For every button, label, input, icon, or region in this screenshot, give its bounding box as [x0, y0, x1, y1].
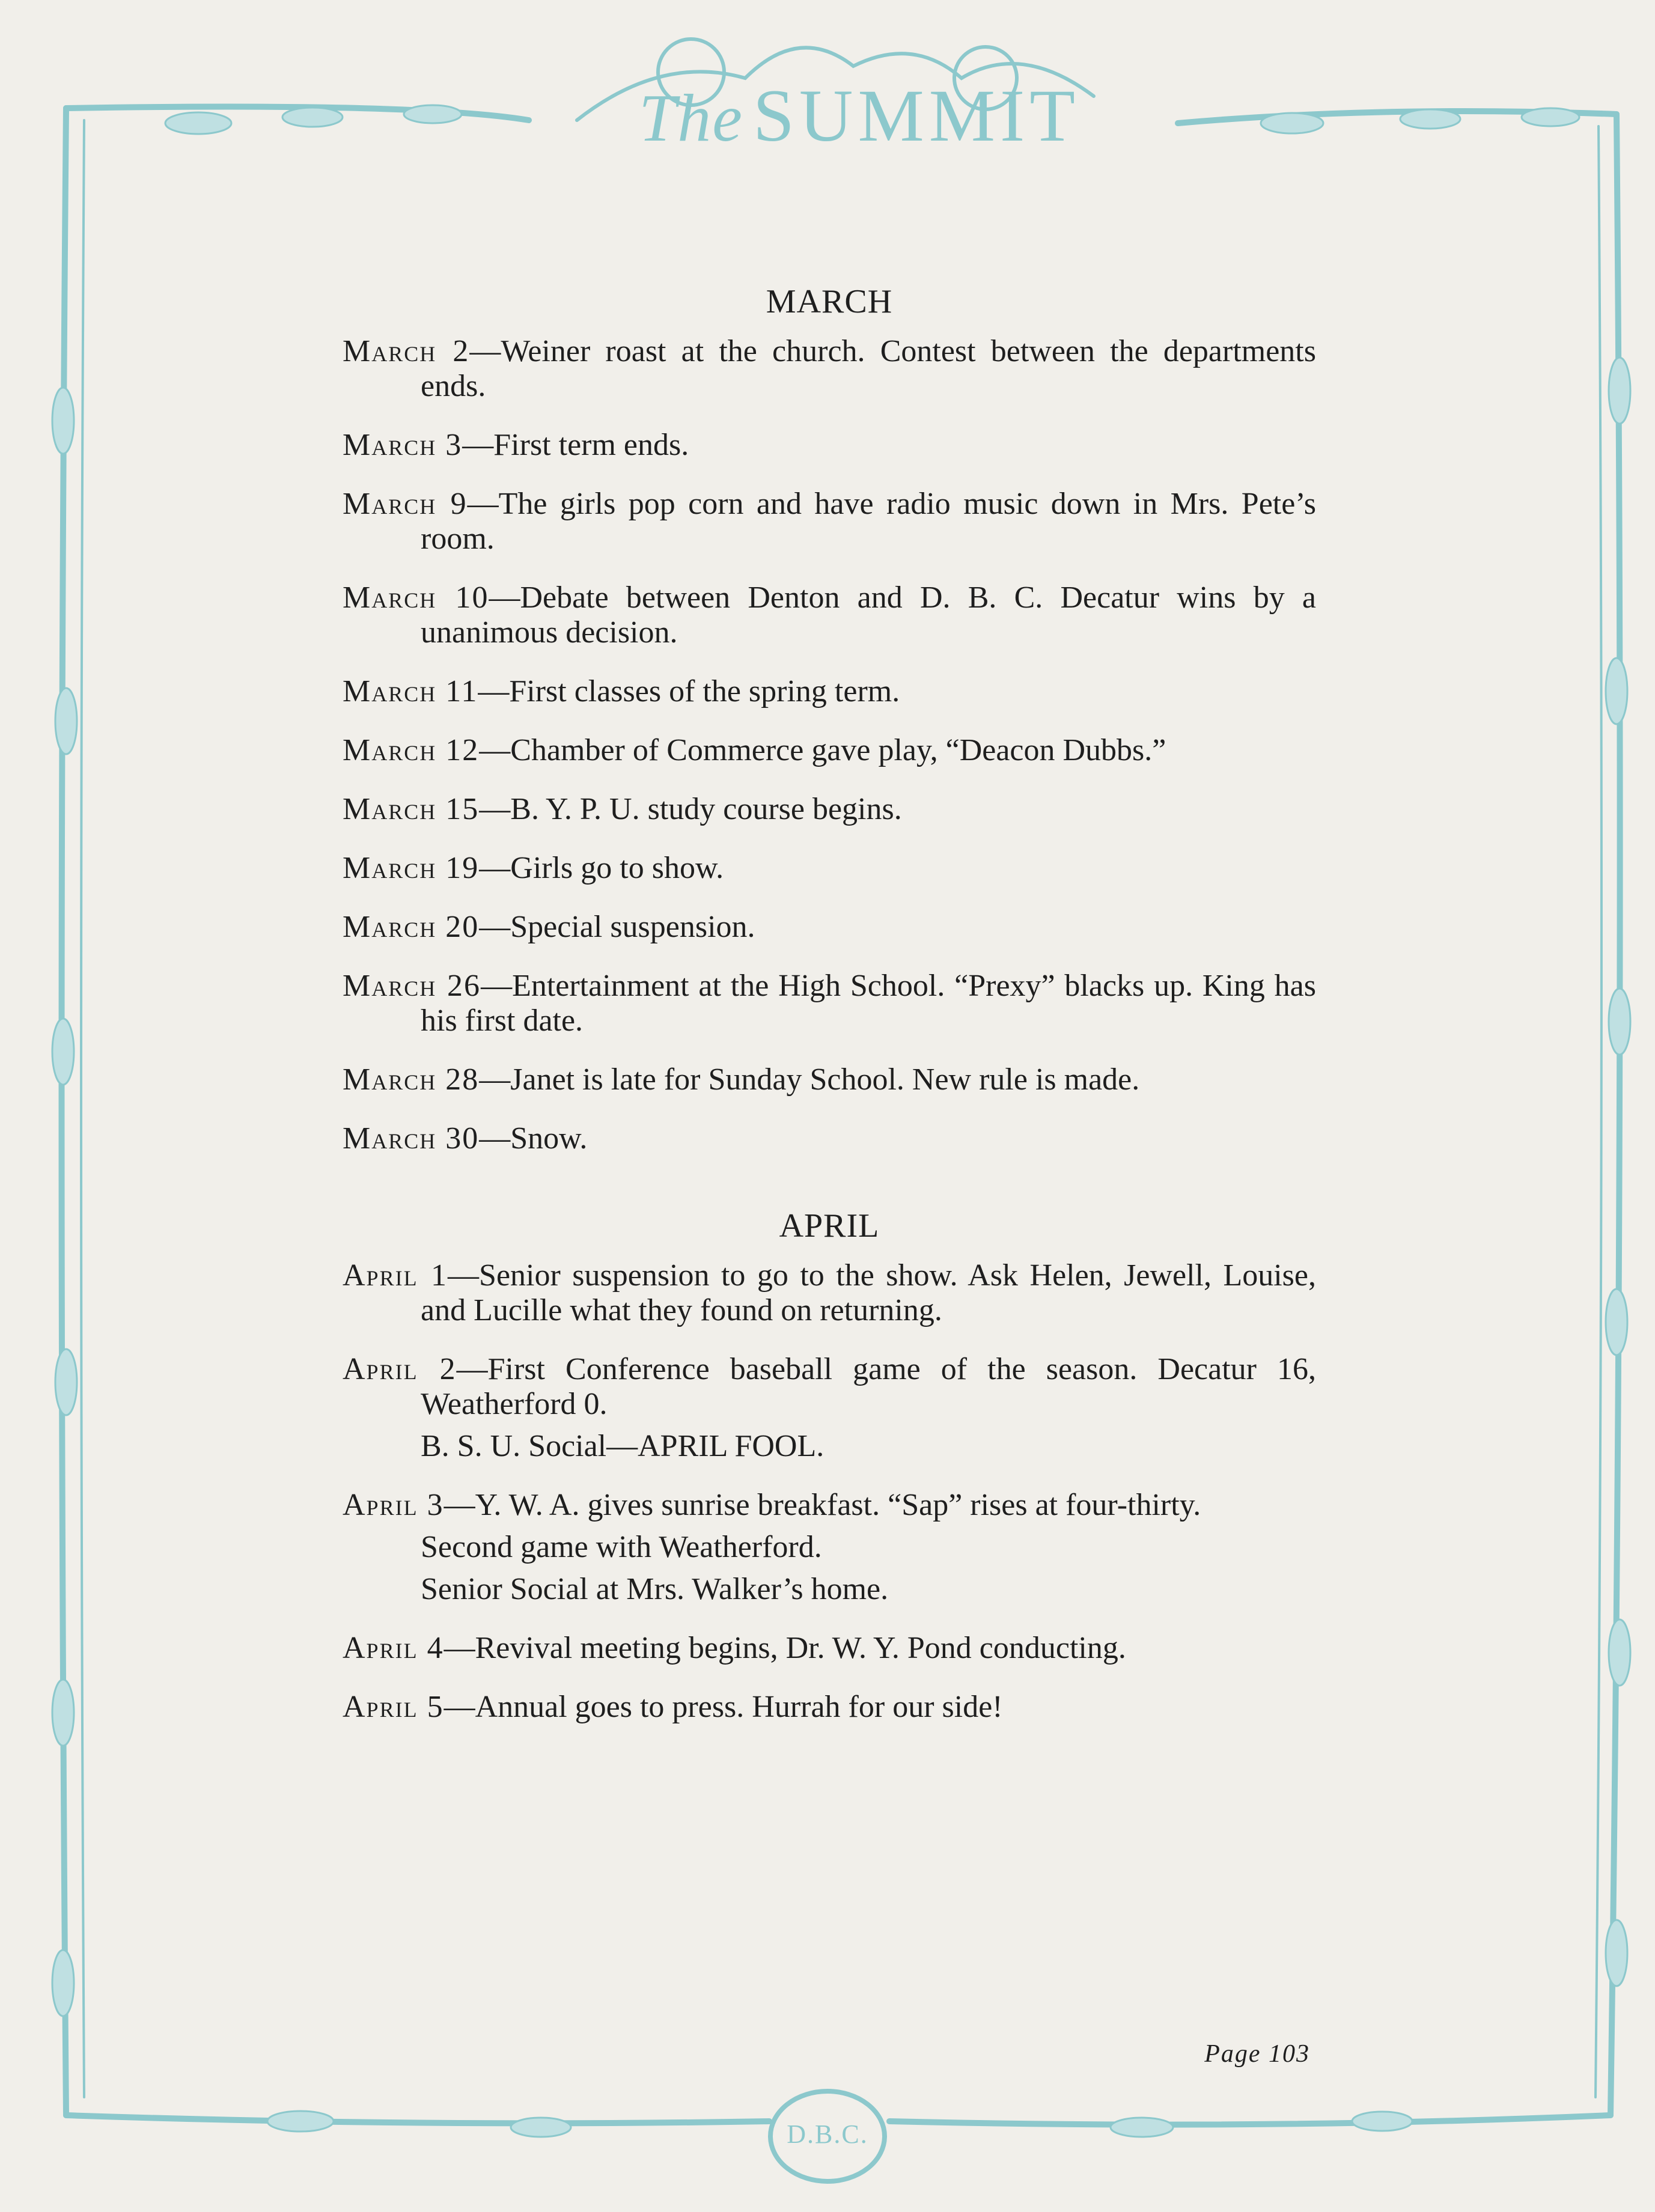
list-item — [343, 334, 1316, 404]
list-item — [343, 428, 1316, 463]
entry-date: March 3 — [343, 428, 463, 462]
entry-text: —B. Y. P. U. study course begins. — [479, 792, 902, 826]
entry-text: —First Conference baseball game of the season. Decatur 16, Weatherford 0. — [421, 1352, 1317, 1421]
entry-text: —Y. W. A. gives sunrise breakfast. “Sap” rises at four-thirty. — [443, 1488, 1201, 1522]
entry-text: —First classes of the spring term. — [478, 674, 900, 708]
entry-text: —Special suspension. — [479, 910, 755, 944]
calendar-content — [343, 282, 1316, 1749]
entry-date: March 28 — [343, 1062, 480, 1097]
list-item — [343, 674, 1316, 709]
entry-text: —Janet is late for Sunday School. New rule is made. — [479, 1062, 1140, 1097]
entry-date: March 11 — [343, 674, 478, 708]
entry-date: April 3 — [343, 1488, 444, 1522]
entry-subline: B. S. U. Social—APRIL FOOL. — [421, 1429, 824, 1463]
entry-text: —Girls go to show. — [479, 851, 724, 885]
entry-text: —The girls pop corn and have radio music down in Mrs. Pete’s room. — [421, 487, 1316, 556]
entry-text: —Senior suspension to go to the show. Ask Helen, Jewell, Louise, and Lucille what they found on returning. — [421, 1258, 1316, 1327]
list-item — [343, 487, 1316, 556]
month-heading-march: MARCH — [766, 283, 893, 320]
list-item — [343, 1121, 1316, 1156]
entry-subline: Senior Social at Mrs. Walker’s home. — [421, 1572, 889, 1606]
entry-date: March 26 — [343, 969, 481, 1003]
entry-date: March 9 — [343, 487, 468, 521]
entry-text: —First term ends. — [462, 428, 689, 462]
entry-date: April 4 — [343, 1631, 444, 1665]
list-item — [343, 1352, 1316, 1464]
entry-date: April 2 — [343, 1352, 457, 1386]
list-item — [343, 910, 1316, 945]
entry-date: April 1 — [343, 1258, 448, 1293]
list-item — [343, 1690, 1316, 1725]
entry-date: April 5 — [343, 1690, 444, 1724]
entry-date: March 15 — [343, 792, 480, 826]
list-item — [343, 580, 1316, 650]
entry-text: —Chamber of Commerce gave play, “Deacon Dubbs.” — [479, 733, 1166, 767]
masthead-title: SUMMIT — [752, 75, 1080, 157]
list-item — [343, 1631, 1316, 1666]
list-item — [343, 733, 1316, 768]
dbc-seal: D.B.C. — [787, 2119, 868, 2149]
entry-date: March 30 — [343, 1121, 480, 1156]
entry-text: —Weiner roast at the church. Contest between the departments ends. — [421, 334, 1316, 403]
entry-subline: Second game with Weatherford. — [421, 1530, 822, 1564]
entry-date: March 20 — [343, 910, 480, 944]
list-item — [343, 851, 1316, 886]
entry-date: March 12 — [343, 733, 480, 767]
entry-text: —Annual goes to press. Hurrah for our side! — [443, 1690, 1003, 1724]
page-number: Page 103 — [1204, 2040, 1310, 2068]
list-item — [343, 792, 1316, 827]
entry-date: March 2 — [343, 334, 470, 368]
list-item — [343, 1258, 1316, 1328]
entry-text: —Debate between Denton and D. B. C. Decatur wins by a unanimous decision. — [421, 580, 1316, 650]
entry-text: —Revival meeting begins, Dr. W. Y. Pond conducting. — [443, 1631, 1126, 1665]
masthead — [529, 71, 1190, 161]
entry-text: —Snow. — [479, 1121, 588, 1156]
entry-date: March 10 — [343, 580, 489, 615]
entry-date: March 19 — [343, 851, 480, 885]
entry-text: —Entertainment at the High School. “Prexy” blacks up. King has his first date. — [421, 969, 1316, 1038]
month-heading-april: APRIL — [779, 1207, 880, 1245]
masthead-prefix: The — [638, 81, 743, 156]
list-item — [343, 969, 1316, 1038]
list-item — [343, 1488, 1316, 1607]
list-item — [343, 1062, 1316, 1097]
